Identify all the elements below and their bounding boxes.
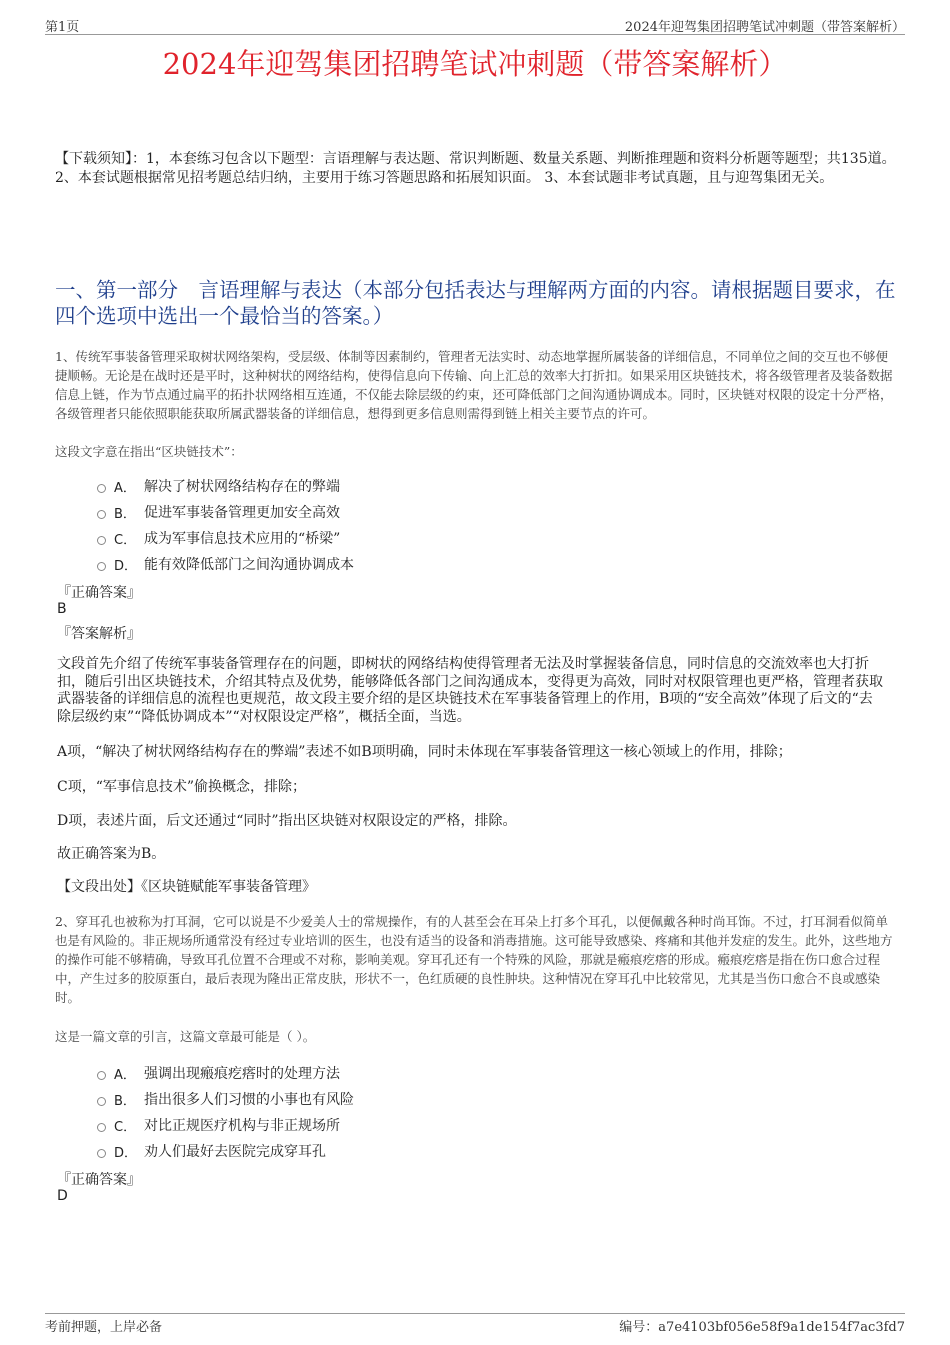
question-2-text: 2、穿耳孔也被称为打耳洞，它可以说是不少爱美人士的常规操作，有的人甚至会在耳朵上打多个耳孔，以便佩戴各种时尚耳饰。不过，打耳洞看似简单也是有风险的。非正规场所通常没有经过专业培训的医生，也没有适当的设备和消毒措施。这可能导致感染、疼痛和其他并发症的发生。此外，这些地方的操作可能不够精确，导致耳孔位置不合理或不对称，影响美观。穿耳孔还有一个特殊的风险，那就是瘢痕疙瘩的形成。瘢痕疙瘩是指在伤口愈合过程中，产生过多的胶原蛋白，最后表现为隆出正常皮肤，形状不一，色红质硬的良性肿块。这种情况在穿耳孔中比较常见，尤其是当伤口愈合不良或感染时。 (55, 914, 893, 1005)
question-1-answer-label: 『正确答案』 (57, 585, 141, 601)
question-2-option-c[interactable] (97, 1112, 797, 1138)
footer-doc-id: 编号：a7e4103bf056e58f9a1de154f7ac3fd7 (619, 1320, 905, 1335)
section-heading: 一、第一部分 言语理解与表达（本部分包括表达与理解两方面的内容。请根据题目要求，在四个选项中选出一个最恰当的答案。） (55, 278, 896, 328)
radio-icon[interactable] (97, 510, 106, 519)
page-header (45, 14, 905, 35)
download-notice: 【下载须知】：1，本套练习包含以下题型：言语理解与表达题、常识判断题、数量关系题、判断推理题和资料分析题等题型；共135道。 2、本套试题根据常见招考题总结归纳，主要用于练习答题思路和拓展知识面。 3、本套试题非考试真题，且与迎驾集团无关。 (55, 151, 896, 186)
option-letter: C． (114, 532, 137, 548)
question-1-answer: B (57, 601, 67, 617)
question-1-text: 1、传统军事装备管理采取树状网络架构，受层级、体制等因素制约，管理者无法实时、动态地掌握所属装备的详细信息，不同单位之间的交互也不够便捷顺畅。无论是在战时还是平时，这种树状的网络结构，使得信息向下传输、向上汇总的效率大打折扣。如果采用区块链技术，将各级管理者及装备数据信息上链，作为节点通过扁平的拓扑状网络相互连通，不仅能去除层级的约束，还可降低部门之间沟通协调成本。同时，区块链对权限的设定十分严格，各级管理者只能依照职能获取所属武器装备的详细信息，想得到更多信息则需得到链上相关主要节点的许可。 (55, 349, 893, 421)
radio-icon[interactable] (97, 1149, 106, 1158)
option-text: 解决了树状网络结构存在的弊端 (144, 479, 340, 495)
question-2-prompt: 这是一篇文章的引言，这篇文章最可能是（ ）。 (55, 1029, 316, 1044)
question-1-option-c[interactable] (97, 525, 797, 551)
question-1-option-d[interactable] (97, 551, 797, 577)
footer-slogan: 考前押题，上岸必备 (45, 1320, 163, 1335)
option-letter: A． (114, 1067, 136, 1083)
question-1-analysis-paragraph: C项，“军事信息技术”偷换概念，排除； (57, 779, 307, 795)
option-text: 对比正规医疗机构与非正规场所 (144, 1118, 340, 1134)
option-letter: D． (114, 558, 138, 574)
option-letter: A． (114, 480, 136, 496)
question-2-option-b[interactable] (97, 1086, 797, 1112)
option-text: 成为军事信息技术应用的“桥梁” (144, 531, 341, 547)
question-2-answer-label: 『正确答案』 (57, 1172, 141, 1188)
question-1-options (97, 473, 797, 577)
question-1-analysis-paragraph: D项，表述片面，后文还通过“同时”指出区块链对权限设定的严格，排除。 (57, 813, 517, 829)
question-2-options (97, 1060, 797, 1164)
question-2-option-a[interactable] (97, 1060, 797, 1086)
question-1-analysis-paragraph: 故正确答案为B。 (57, 846, 166, 862)
radio-icon[interactable] (97, 562, 106, 571)
question-1-analysis-paragraph: A项，“解决了树状网络结构存在的弊端”表述不如B项明确，同时未体现在军事装备管理这一核心领域上的作用，排除； (57, 744, 792, 760)
option-letter: D． (114, 1145, 138, 1161)
option-text: 促进军事装备管理更加安全高效 (144, 505, 340, 521)
page-number: 第1页 (45, 20, 80, 35)
question-1-prompt: 这段文字意在指出“区块链技术”： (55, 444, 243, 459)
option-text: 劝人们最好去医院完成穿耳孔 (144, 1144, 326, 1160)
radio-icon[interactable] (97, 484, 106, 493)
option-letter: B． (114, 1093, 136, 1109)
header-doc-title: 2024年迎驾集团招聘笔试冲刺题（带答案解析） (624, 20, 905, 35)
question-1-option-a[interactable] (97, 473, 797, 499)
question-1-analysis-label: 『答案解析』 (57, 626, 141, 642)
option-text: 能有效降低部门之间沟通协调成本 (144, 557, 354, 573)
question-2-answer: D (57, 1188, 68, 1204)
radio-icon[interactable] (97, 1071, 106, 1080)
question-1-analysis-paragraph: 文段首先介绍了传统军事装备管理存在的问题，即树状的网络结构使得管理者无法及时掌握装备信息，同时信息的交流效率也大打折扣，随后引出区块链技术，介绍其特点及优势，能够降低各部门之间沟通成本，变得更为高效，同时对权限管理也更严格，管理者获取武器装备的详细信息的流程也更规范，故文段主要介绍的是区块链技术在军事装备管理上的作用，B项的“安全高效”体现了后文的“去除层级约束”“降低协调成本”“对权限设定严格”，概括全面，当选。 (57, 656, 883, 725)
document-title: 2024年迎驾集团招聘笔试冲刺题（带答案解析） (162, 47, 788, 81)
question-1-option-b[interactable] (97, 499, 797, 525)
question-2-option-d[interactable] (97, 1138, 797, 1164)
option-text: 指出很多人们习惯的小事也有风险 (144, 1092, 354, 1108)
option-letter: B． (114, 506, 136, 522)
page-footer (45, 1313, 905, 1335)
option-text: 强调出现瘢痕疙瘩时的处理方法 (144, 1066, 340, 1082)
radio-icon[interactable] (97, 1123, 106, 1132)
option-letter: C． (114, 1119, 137, 1135)
radio-icon[interactable] (97, 536, 106, 545)
radio-icon[interactable] (97, 1097, 106, 1106)
question-1-source: 【文段出处】《区块链赋能军事装备管理》 (57, 879, 316, 895)
